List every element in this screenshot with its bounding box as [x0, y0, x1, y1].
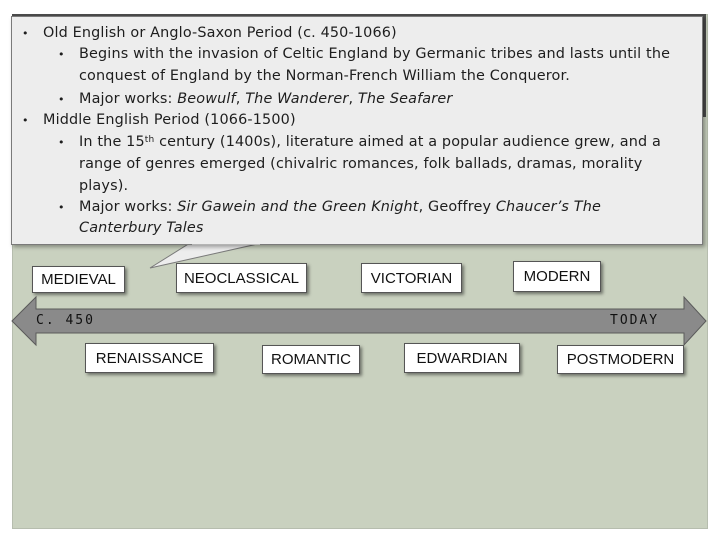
bullet-marker: •	[58, 136, 65, 149]
work-title: Chaucer’s The	[495, 199, 602, 215]
era-box-romantic: ROMANTIC	[262, 345, 360, 374]
era-box-postmodern: POSTMODERN	[557, 345, 684, 374]
separator: , Geoffrey	[418, 199, 496, 215]
ordinal-suffix: th	[144, 135, 155, 145]
old-english-heading: Old English or Anglo-Saxon Period (c. 450-1066)	[43, 25, 397, 41]
era-box-edwardian: EDWARDIAN	[404, 343, 520, 373]
line-text: In the 15	[79, 134, 145, 150]
bullet-marker: •	[22, 27, 29, 40]
era-box-modern: MODERN	[513, 261, 601, 292]
work-title: The Seafarer	[357, 91, 453, 107]
middle-english-heading: Middle English Period (1066-1500)	[43, 112, 296, 128]
era-box-renaissance: RENAISSANCE	[85, 343, 214, 373]
works-prefix: Major works:	[79, 91, 178, 107]
work-title: The Wanderer	[245, 91, 349, 107]
bullet-marker: •	[58, 48, 65, 61]
timeline-end-label: TODAY	[610, 313, 660, 328]
era-box-medieval: MEDIEVAL	[32, 266, 125, 293]
middle-english-line-3: plays).	[79, 178, 129, 194]
separator: ,	[235, 91, 246, 107]
works-prefix: Major works:	[79, 199, 178, 215]
work-title: Beowulf	[177, 91, 236, 107]
separator: ,	[348, 91, 358, 107]
era-box-neoclassical: NEOCLASSICAL	[176, 263, 307, 293]
middle-english-line-2: range of genres emerged (chivalric romances, folk ballads, dramas, morality	[79, 156, 643, 172]
bullet-marker: •	[22, 114, 29, 127]
timeline-start-label: C. 450	[36, 313, 95, 328]
bullet-marker: •	[58, 201, 65, 214]
era-box-victorian: VICTORIAN	[361, 263, 462, 293]
work-title: Canterbury Tales	[79, 220, 204, 236]
old-english-line-2: conquest of England by the Norman-French William the Conqueror.	[79, 68, 570, 84]
bullet-marker: •	[58, 93, 65, 106]
old-english-line-1: Begins with the invasion of Celtic England by Germanic tribes and lasts until the	[79, 46, 671, 62]
work-title: Sir Gawein and the Green Knight	[177, 199, 419, 215]
line-text: century (1400s), literature aimed at a popular audience grew, and a	[154, 134, 661, 150]
